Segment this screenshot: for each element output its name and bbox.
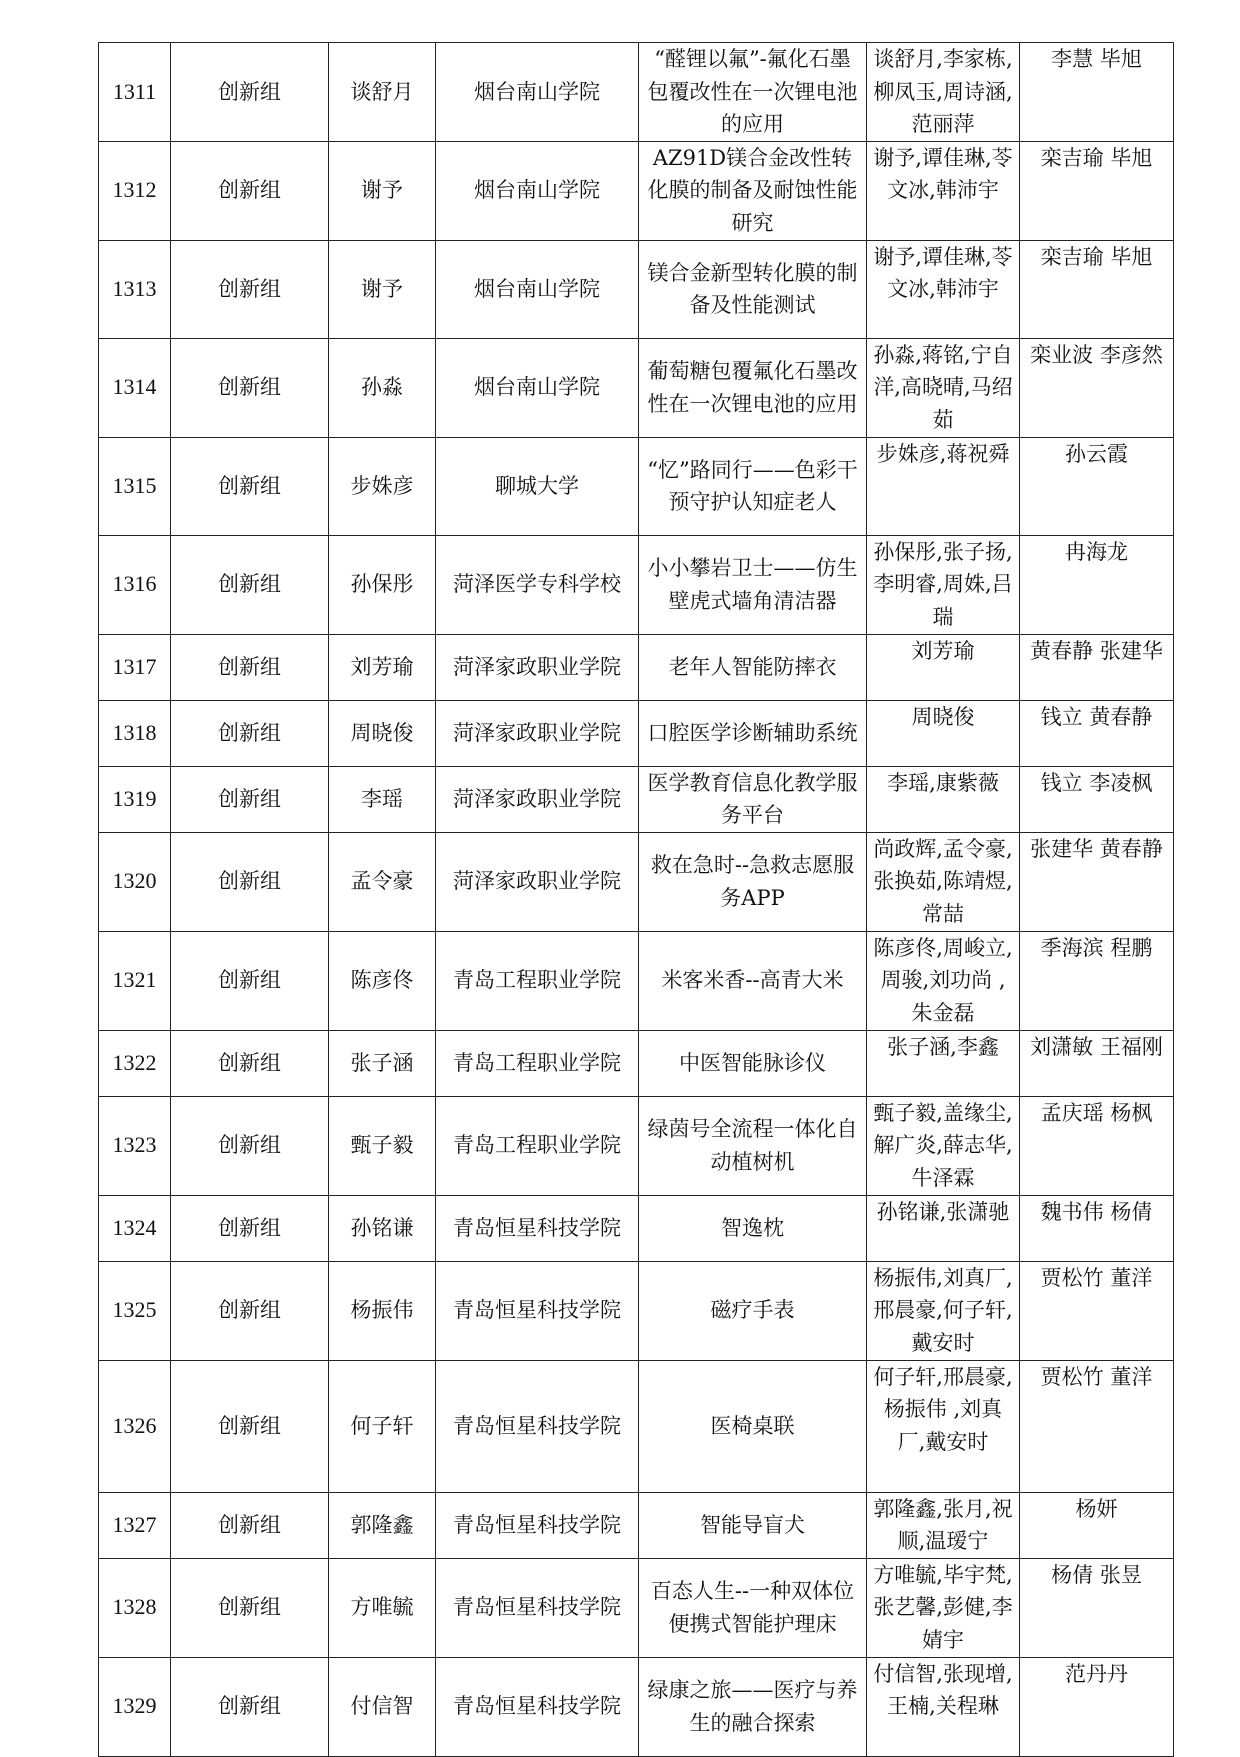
- group-cell: 创新组: [171, 240, 329, 338]
- serial-number-cell: 1313: [99, 240, 171, 338]
- group-cell: 创新组: [171, 1261, 329, 1360]
- leader-cell: 郭隆鑫: [329, 1492, 436, 1558]
- serial-number-cell: 1318: [99, 700, 171, 766]
- table-row: [99, 931, 1174, 1030]
- serial-number-cell: 1321: [99, 931, 171, 1030]
- group-cell: 创新组: [171, 43, 329, 142]
- serial-number-cell: 1315: [99, 437, 171, 535]
- group-cell: 创新组: [171, 1096, 329, 1195]
- team-members-cell: 李瑶,康紫薇: [867, 766, 1020, 832]
- team-members-cell: 陈彦佟,周峻立,周骏,刘功尚 ,朱金磊: [867, 931, 1020, 1030]
- team-members-cell: 付信智,张现增,王楠,关程琳: [867, 1657, 1020, 1756]
- team-members-cell: 张子涵,李鑫: [867, 1030, 1020, 1096]
- team-members-cell: 周晓俊: [867, 700, 1020, 766]
- serial-number-cell: 1317: [99, 634, 171, 700]
- table-row: [99, 1261, 1174, 1360]
- school-cell: 菏泽家政职业学院: [436, 766, 639, 832]
- school-cell: 菏泽家政职业学院: [436, 700, 639, 766]
- group-cell: 创新组: [171, 141, 329, 240]
- serial-number-cell: 1323: [99, 1096, 171, 1195]
- group-cell: 创新组: [171, 1030, 329, 1096]
- team-members-cell: 谈舒月,李家栋,柳凤玉,周诗涵,范丽萍: [867, 43, 1020, 142]
- project-title-cell: 小小攀岩卫士——仿生壁虎式墙角清洁器: [639, 535, 867, 634]
- project-title-cell: AZ91D镁合金改性转化膜的制备及耐蚀性能研究: [639, 141, 867, 240]
- school-cell: 青岛恒星科技学院: [436, 1261, 639, 1360]
- group-cell: 创新组: [171, 931, 329, 1030]
- serial-number-cell: 1316: [99, 535, 171, 634]
- project-title-cell: 米客米香--高青大米: [639, 931, 867, 1030]
- school-cell: 青岛工程职业学院: [436, 1096, 639, 1195]
- project-title-cell: 智逸枕: [639, 1195, 867, 1261]
- advisor-cell: 钱立 黄春静: [1020, 700, 1174, 766]
- school-cell: 烟台南山学院: [436, 43, 639, 142]
- project-title-cell: 老年人智能防摔衣: [639, 634, 867, 700]
- group-cell: 创新组: [171, 1657, 329, 1756]
- table-row: [99, 1360, 1174, 1492]
- serial-number-cell: 1312: [99, 141, 171, 240]
- group-cell: 创新组: [171, 766, 329, 832]
- leader-cell: 步姝彦: [329, 437, 436, 535]
- school-cell: 青岛恒星科技学院: [436, 1657, 639, 1756]
- team-members-cell: 郭隆鑫,张月,祝顺,温瑷宁: [867, 1492, 1020, 1558]
- serial-number-cell: 1324: [99, 1195, 171, 1261]
- team-members-cell: 步姝彦,蒋祝舜: [867, 437, 1020, 535]
- leader-cell: 谢予: [329, 141, 436, 240]
- leader-cell: 何子轩: [329, 1360, 436, 1492]
- group-cell: 创新组: [171, 338, 329, 437]
- school-cell: 烟台南山学院: [436, 141, 639, 240]
- table-row: [99, 43, 1174, 142]
- advisor-cell: 杨妍: [1020, 1492, 1174, 1558]
- school-cell: 青岛工程职业学院: [436, 1030, 639, 1096]
- leader-cell: 付信智: [329, 1657, 436, 1756]
- leader-cell: 陈彦佟: [329, 931, 436, 1030]
- school-cell: 烟台南山学院: [436, 338, 639, 437]
- table-body: [99, 43, 1174, 1757]
- advisor-cell: 李慧 毕旭: [1020, 43, 1174, 142]
- project-title-cell: 医学教育信息化教学服务平台: [639, 766, 867, 832]
- team-members-cell: 孙保彤,张子扬,李明睿,周姝,吕瑞: [867, 535, 1020, 634]
- project-title-cell: 智能导盲犬: [639, 1492, 867, 1558]
- project-title-cell: 葡萄糖包覆氟化石墨改性在一次锂电池的应用: [639, 338, 867, 437]
- leader-cell: 谈舒月: [329, 43, 436, 142]
- leader-cell: 杨振伟: [329, 1261, 436, 1360]
- team-members-cell: 方唯毓,毕宇梵,张艺馨,彭健,李婧宇: [867, 1558, 1020, 1657]
- advisor-cell: 季海滨 程鹏: [1020, 931, 1174, 1030]
- team-members-cell: 何子轩,邢晨豪,杨振伟 ,刘真厂,戴安时: [867, 1360, 1020, 1492]
- advisor-cell: 黄春静 张建华: [1020, 634, 1174, 700]
- school-cell: 烟台南山学院: [436, 240, 639, 338]
- group-cell: 创新组: [171, 1492, 329, 1558]
- advisor-cell: 冉海龙: [1020, 535, 1174, 634]
- project-title-cell: 磁疗手表: [639, 1261, 867, 1360]
- table-row: [99, 766, 1174, 832]
- table-row: [99, 634, 1174, 700]
- leader-cell: 孙保彤: [329, 535, 436, 634]
- table-row: [99, 1558, 1174, 1657]
- table-row: [99, 1657, 1174, 1756]
- leader-cell: 孙铭谦: [329, 1195, 436, 1261]
- table-row: [99, 832, 1174, 931]
- project-title-cell: 救在急时--急救志愿服务APP: [639, 832, 867, 931]
- group-cell: 创新组: [171, 1195, 329, 1261]
- team-members-cell: 谢予,谭佳琳,苓文冰,韩沛宇: [867, 141, 1020, 240]
- team-members-cell: 刘芳瑜: [867, 634, 1020, 700]
- serial-number-cell: 1319: [99, 766, 171, 832]
- group-cell: 创新组: [171, 535, 329, 634]
- school-cell: 青岛恒星科技学院: [436, 1195, 639, 1261]
- leader-cell: 孙淼: [329, 338, 436, 437]
- leader-cell: 刘芳瑜: [329, 634, 436, 700]
- award-list-table: [98, 42, 1174, 1757]
- advisor-cell: 刘潇敏 王福刚: [1020, 1030, 1174, 1096]
- table-row: [99, 700, 1174, 766]
- advisor-cell: 孙云霞: [1020, 437, 1174, 535]
- serial-number-cell: 1327: [99, 1492, 171, 1558]
- table-row: [99, 437, 1174, 535]
- project-title-cell: “醛锂以氟”-氟化石墨包覆改性在一次锂电池的应用: [639, 43, 867, 142]
- advisor-cell: 栾业波 李彦然: [1020, 338, 1174, 437]
- group-cell: 创新组: [171, 1558, 329, 1657]
- advisor-cell: 贾松竹 董洋: [1020, 1261, 1174, 1360]
- school-cell: 青岛工程职业学院: [436, 931, 639, 1030]
- team-members-cell: 杨振伟,刘真厂,邢晨豪,何子轩,戴安时: [867, 1261, 1020, 1360]
- leader-cell: 李瑶: [329, 766, 436, 832]
- project-title-cell: 口腔医学诊断辅助系统: [639, 700, 867, 766]
- school-cell: 菏泽家政职业学院: [436, 832, 639, 931]
- advisor-cell: 魏书伟 杨倩: [1020, 1195, 1174, 1261]
- serial-number-cell: 1325: [99, 1261, 171, 1360]
- project-title-cell: 绿茵号全流程一体化自动植树机: [639, 1096, 867, 1195]
- serial-number-cell: 1328: [99, 1558, 171, 1657]
- school-cell: 聊城大学: [436, 437, 639, 535]
- leader-cell: 张子涵: [329, 1030, 436, 1096]
- project-title-cell: 百态人生--一种双体位便携式智能护理床: [639, 1558, 867, 1657]
- serial-number-cell: 1329: [99, 1657, 171, 1756]
- project-title-cell: 绿康之旅——医疗与养生的融合探索: [639, 1657, 867, 1756]
- table-row: [99, 1492, 1174, 1558]
- serial-number-cell: 1311: [99, 43, 171, 142]
- advisor-cell: 贾松竹 董洋: [1020, 1360, 1174, 1492]
- advisor-cell: 钱立 李凌枫: [1020, 766, 1174, 832]
- school-cell: 青岛恒星科技学院: [436, 1492, 639, 1558]
- project-title-cell: “忆”路同行——色彩干预守护认知症老人: [639, 437, 867, 535]
- table-row: [99, 338, 1174, 437]
- group-cell: 创新组: [171, 437, 329, 535]
- team-members-cell: 谢予,谭佳琳,苓文冰,韩沛宇: [867, 240, 1020, 338]
- school-cell: 菏泽医学专科学校: [436, 535, 639, 634]
- leader-cell: 周晓俊: [329, 700, 436, 766]
- group-cell: 创新组: [171, 634, 329, 700]
- advisor-cell: 张建华 黄春静: [1020, 832, 1174, 931]
- leader-cell: 孟令豪: [329, 832, 436, 931]
- team-members-cell: 孙铭谦,张潇驰: [867, 1195, 1020, 1261]
- leader-cell: 甄子毅: [329, 1096, 436, 1195]
- group-cell: 创新组: [171, 1360, 329, 1492]
- team-members-cell: 尚政辉,孟令豪,张换茹,陈靖煜,常喆: [867, 832, 1020, 931]
- advisor-cell: 范丹丹: [1020, 1657, 1174, 1756]
- advisor-cell: 栾吉瑜 毕旭: [1020, 141, 1174, 240]
- table-row: [99, 1195, 1174, 1261]
- table-row: [99, 240, 1174, 338]
- leader-cell: 谢予: [329, 240, 436, 338]
- serial-number-cell: 1322: [99, 1030, 171, 1096]
- team-members-cell: 甄子毅,盖缘尘,解广炎,薛志华,牛泽霖: [867, 1096, 1020, 1195]
- project-title-cell: 中医智能脉诊仪: [639, 1030, 867, 1096]
- school-cell: 青岛恒星科技学院: [436, 1360, 639, 1492]
- table-row: [99, 141, 1174, 240]
- team-members-cell: 孙淼,蒋铭,宁自洋,高晓晴,马绍茹: [867, 338, 1020, 437]
- group-cell: 创新组: [171, 700, 329, 766]
- table-row: [99, 1030, 1174, 1096]
- serial-number-cell: 1326: [99, 1360, 171, 1492]
- group-cell: 创新组: [171, 832, 329, 931]
- advisor-cell: 孟庆瑶 杨枫: [1020, 1096, 1174, 1195]
- school-cell: 青岛恒星科技学院: [436, 1558, 639, 1657]
- advisor-cell: 杨倩 张昱: [1020, 1558, 1174, 1657]
- project-title-cell: 镁合金新型转化膜的制备及性能测试: [639, 240, 867, 338]
- table-row: [99, 1096, 1174, 1195]
- school-cell: 菏泽家政职业学院: [436, 634, 639, 700]
- serial-number-cell: 1320: [99, 832, 171, 931]
- project-title-cell: 医椅桌联: [639, 1360, 867, 1492]
- leader-cell: 方唯毓: [329, 1558, 436, 1657]
- serial-number-cell: 1314: [99, 338, 171, 437]
- advisor-cell: 栾吉瑜 毕旭: [1020, 240, 1174, 338]
- table-row: [99, 535, 1174, 634]
